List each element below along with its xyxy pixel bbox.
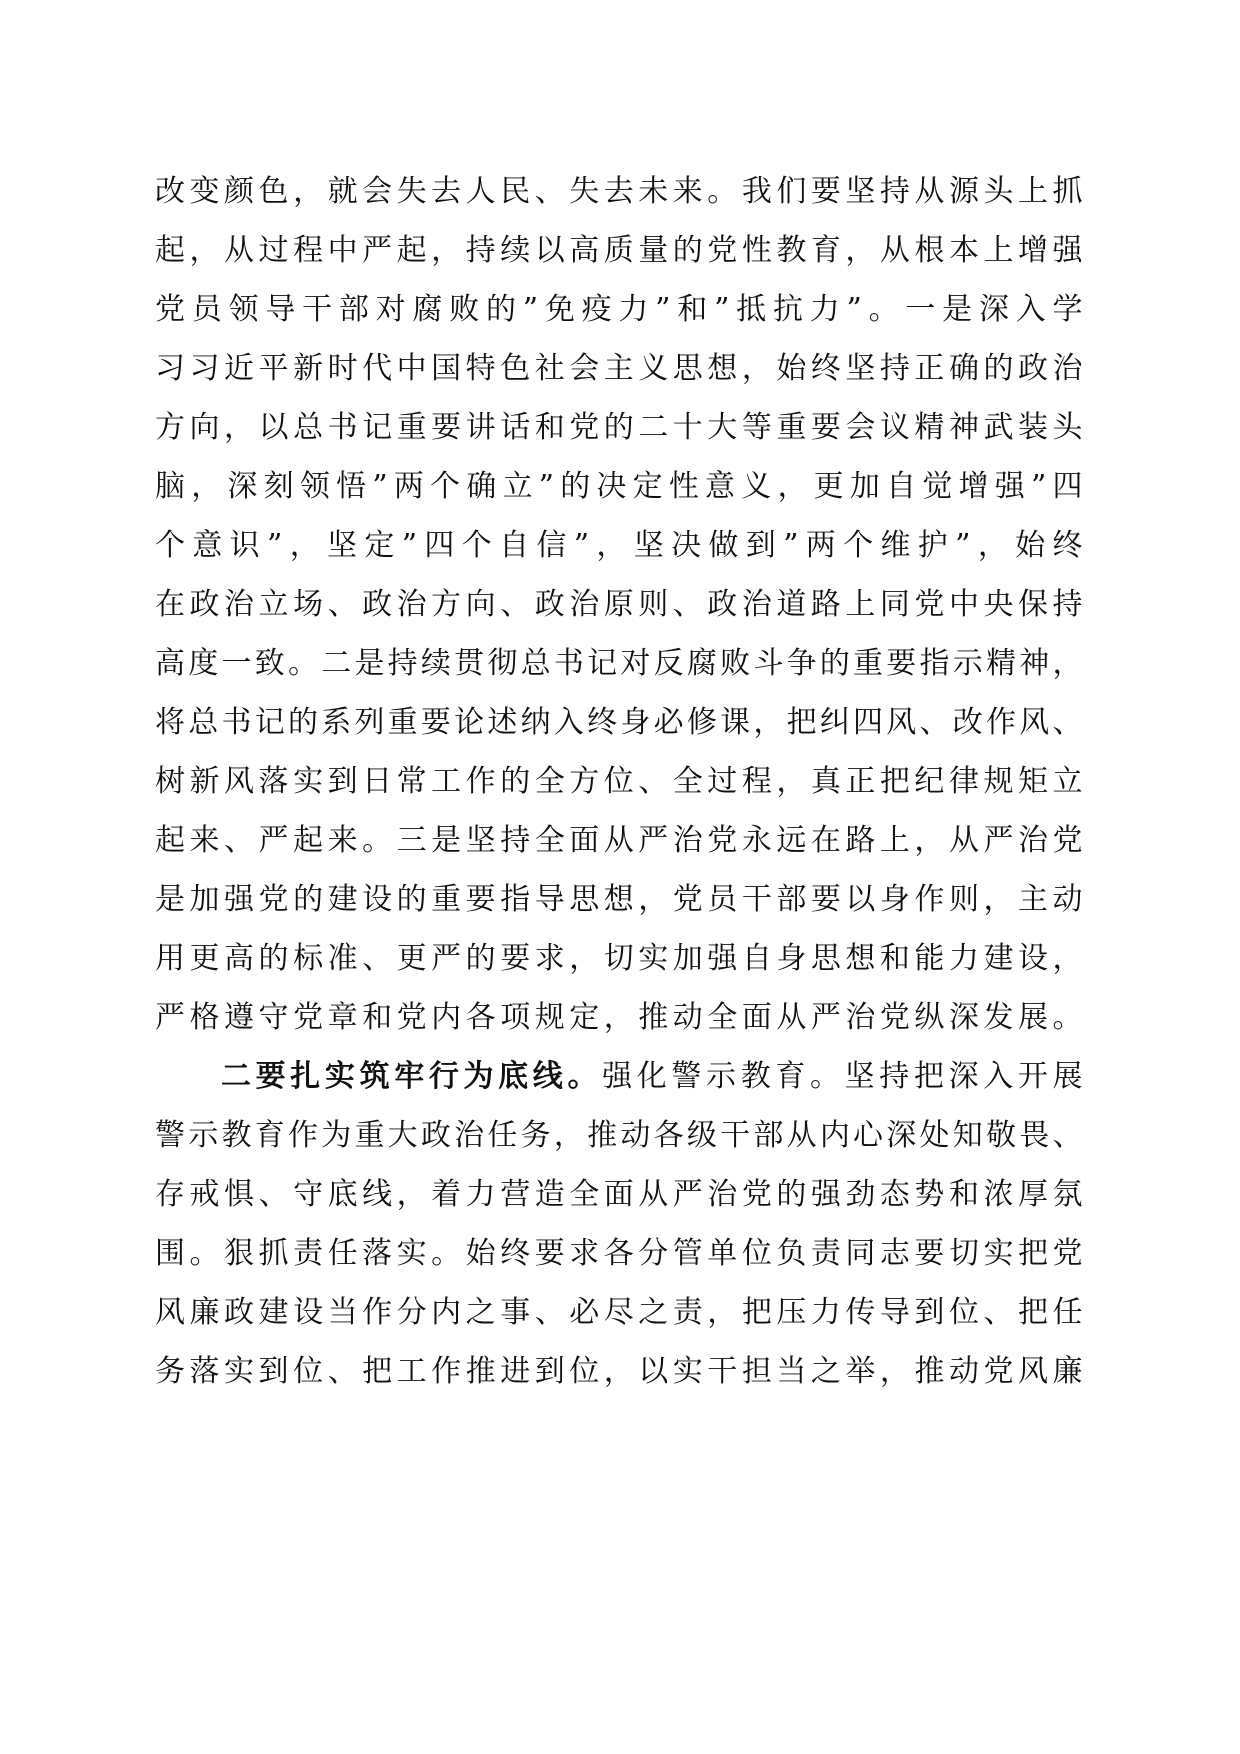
paragraph-first-line-text: 强化警示教育。坚持把深入开展 [602, 1059, 1085, 1094]
paragraph-heading: 二要扎实筑牢行为底线。 [221, 1059, 603, 1094]
paragraph-line: 风廉政建设当作分内之事、必尽之责，把压力传导到位、把任 [155, 1295, 1085, 1330]
paragraph-line: 存戒惧、守底线，着力营造全面从严治党的强劲态势和浓厚氛 [155, 1177, 1085, 1212]
paragraph-line: 改变颜色，就会失去人民、失去未来。我们要坚持从源头上抓 [155, 174, 1085, 209]
paragraph-line: 习习近平新时代中国特色社会主义思想，始终坚持正确的政治 [155, 351, 1085, 386]
paragraph-line: 是加强党的建设的重要指导思想，党员干部要以身作则，主动 [155, 882, 1085, 917]
paragraph-line: 个意识”，坚定”四个自信”，坚决做到”两个维护”，始终 [155, 528, 1085, 563]
paragraph-line: 将总书记的系列重要论述纳入终身必修课，把纠四风、改作风、 [155, 705, 1085, 740]
paragraph-line: 脑，深刻领悟”两个确立”的决定性意义，更加自觉增强”四 [155, 469, 1085, 504]
paragraph-line: 务落实到位、把工作推进到位，以实干担当之举，推动党风廉 [155, 1354, 1085, 1389]
paragraph-first-line [155, 1045, 1085, 1109]
paragraph-line: 起，从过程中严起，持续以高质量的党性教育，从根本上增强 [155, 233, 1085, 268]
paragraph-line: 严格遵守党章和党内各项规定，推动全面从严治党纵深发展。 [155, 1000, 1085, 1035]
paragraph-line: 在政治立场、政治方向、政治原则、政治道路上同党中央保持 [155, 587, 1085, 622]
paragraph-line: 方向，以总书记重要讲话和党的二十大等重要会议精神武装头 [155, 410, 1085, 445]
paragraph-line: 警示教育作为重大政治任务，推动各级干部从内心深处知敬畏、 [155, 1118, 1085, 1153]
paragraph-line: 用更高的标准、更严的要求，切实加强自身思想和能力建设， [155, 941, 1085, 976]
paragraph-line: 围。狠抓责任落实。始终要求各分管单位负责同志要切实把党 [155, 1236, 1085, 1271]
paragraph-line: 高度一致。二是持续贯彻总书记对反腐败斗争的重要指示精神， [155, 646, 1085, 681]
paragraph-line: 树新风落实到日常工作的全方位、全过程，真正把纪律规矩立 [155, 764, 1085, 799]
paragraph-line: 起来、严起来。三是坚持全面从严治党永远在路上，从严治党 [155, 823, 1085, 858]
paragraph-line: 党员领导干部对腐败的”免疫力”和”抵抗力”。一是深入学 [155, 292, 1085, 327]
